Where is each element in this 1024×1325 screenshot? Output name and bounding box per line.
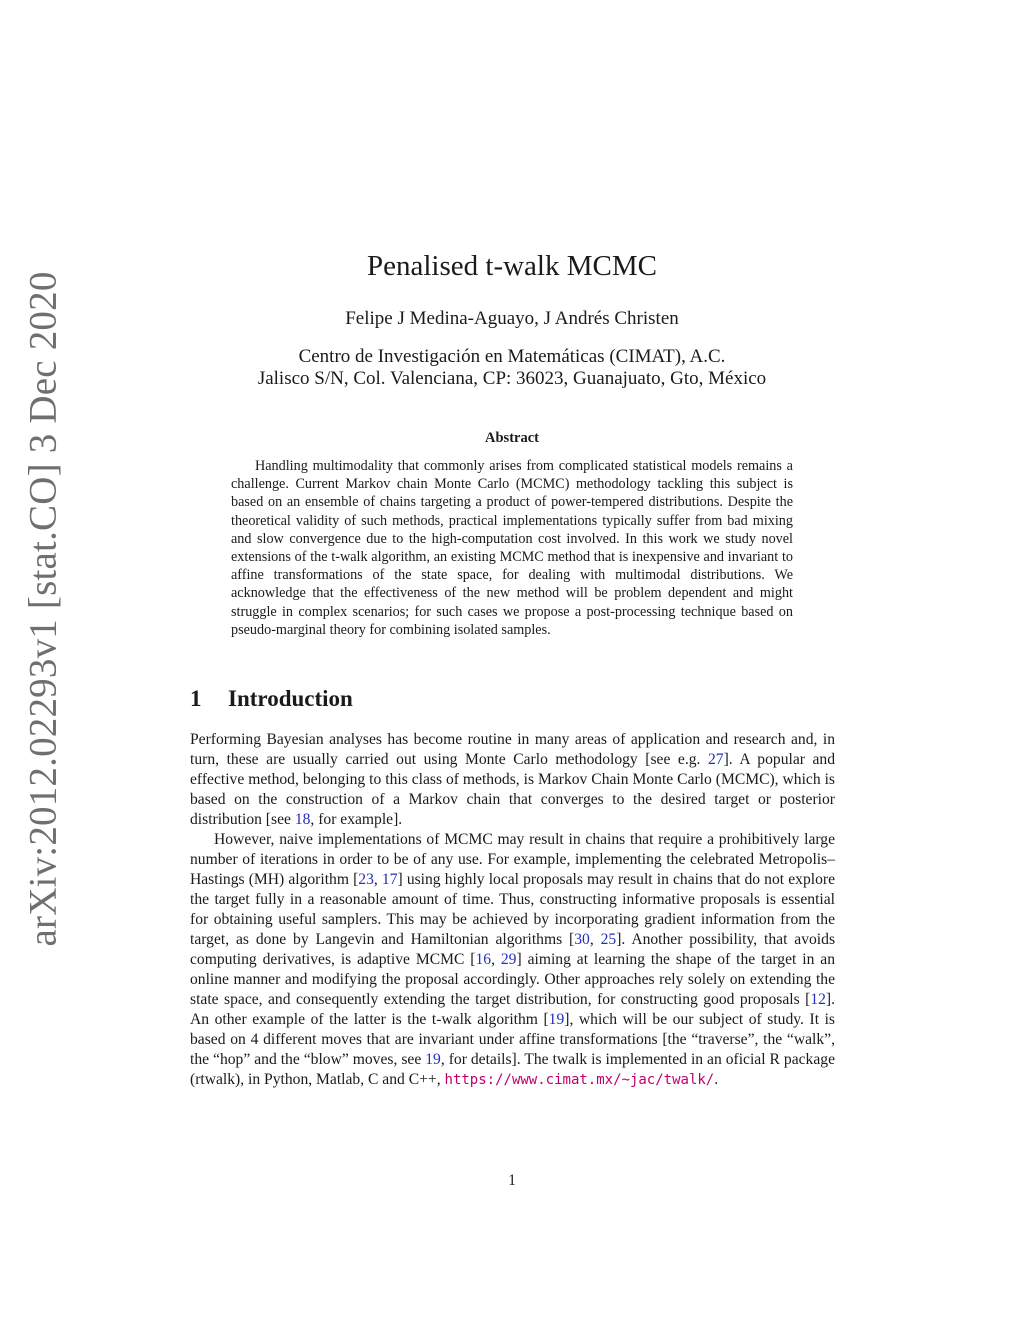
- affiliation-line-1: Centro de Investigación en Matemáticas (CIMAT), A.C.: [298, 346, 726, 367]
- citation-link[interactable]: 23: [358, 871, 374, 888]
- paragraph-1: [190, 730, 835, 830]
- section-title: Introduction: [228, 686, 353, 711]
- citation-link[interactable]: 17: [381, 871, 398, 888]
- text-run: , for example].: [310, 811, 403, 828]
- text-run: ,: [589, 931, 601, 948]
- text-run: However, naive implementations of MCMC may result in chains that require a prohibitively large number of iterations in order to be of any use. For example, implementing the celebrated Metropolis–Hastings (MH) algorithm [: [190, 831, 835, 888]
- paper-title: Penalised t-walk MCMC: [367, 250, 657, 282]
- abstract-heading: Abstract: [485, 430, 539, 446]
- text-run: .: [714, 1071, 719, 1088]
- text-run: , for details]. The twalk is implemented in an oficial R package (rtwalk), in Python, Matlab, C and C++,: [190, 1051, 835, 1088]
- citation-link[interactable]: 30: [574, 931, 590, 948]
- text-run: Performing Bayesian analyses has become routine in many areas of application and research and, in turn, these are usually carried out using Monte Carlo methodology [see e.g.: [190, 731, 835, 768]
- text-run: ,: [491, 951, 501, 968]
- text-run: ]. An other example of the latter is the t-walk algorithm [: [190, 991, 835, 1028]
- section-number: 1: [190, 686, 202, 711]
- text-run: ]. A popular and effective method, belonging to this class of methods, is Markov Chain Monte Carlo (MCMC), which is based on the construction of a Markov chain that converges to the desired target or posterior distribution [see: [190, 751, 836, 828]
- text-run: ] using highly local proposals may result in chains that do not explore the target fully in a reasonable amount of time. Thus, constructing informative proposals is essential for obtaining useful samplers. This may be achieved by incorporating gradient information from the target, as done by Langevin and Hamiltonian algorithms [: [190, 871, 835, 948]
- citation-link[interactable]: 19: [425, 1051, 441, 1068]
- citation-link[interactable]: 25: [600, 931, 617, 948]
- affiliation: [0, 346, 1024, 390]
- section-heading: [190, 686, 353, 712]
- paper-authors: Felipe J Medina-Aguayo, J Andrés Christen: [345, 308, 679, 329]
- body-text: [190, 730, 835, 1090]
- citation-link[interactable]: 12: [810, 991, 826, 1008]
- text-run: ] aiming at learning the shape of the target in an online manner and modifying the proposal accordingly. Other approaches rely solely on extending the state space, and consequently extending the target distribution, for constructing good proposals [: [190, 951, 835, 1008]
- text-run: ], which will be our subject of study. It is based on 4 different moves that are invariant under affine transformations [the “traverse”, the “walk”, the “hop” and the “blow” moves, see: [190, 1011, 835, 1068]
- paragraph-2: [190, 830, 835, 1090]
- text-run: ]. Another possibility, that avoids computing derivatives, is adaptive MCMC [: [190, 931, 836, 968]
- citation-link[interactable]: 19: [548, 1011, 565, 1028]
- arxiv-identifier: arXiv:2012.02293v1 [stat.CO] 3 Dec 2020: [21, 271, 65, 947]
- twalk-url-link[interactable]: https://www.cimat.mx/~jac/twalk/: [444, 1072, 715, 1088]
- citation-link[interactable]: 16: [475, 951, 492, 968]
- citation-link[interactable]: 29: [500, 951, 517, 968]
- citation-link[interactable]: 27: [707, 751, 724, 768]
- citation-link[interactable]: 18: [294, 811, 311, 828]
- page-number: 1: [508, 1172, 516, 1189]
- affiliation-line-2: Jalisco S/N, Col. Valenciana, CP: 36023, Guanajuato, Gto, México: [257, 368, 767, 389]
- text-run: ,: [373, 871, 382, 888]
- abstract-text: Handling multimodality that commonly arises from complicated statistical models remains a challenge. Current Markov chain Monte Carlo (MCMC) methodology tackling this subject is based on an ensemble of chains targeting a product of power-tempered distributions. Despite the theoretical validity of such methods, practical implementations typically suffer from bad mixing and slow convergence due to the high-computation cost involved. In this work we study novel extensions of the t-walk algorithm, an existing MCMC method that is inexpensive and invariant to affine transformations of the state space, for dealing with multimodal distributions. We acknowledge that the effectiveness of the new method will be problem dependent and might struggle in complex scenarios; for such cases we propose a post-processing technique based on pseudo-marginal theory for combining isolated samples.: [231, 458, 793, 638]
